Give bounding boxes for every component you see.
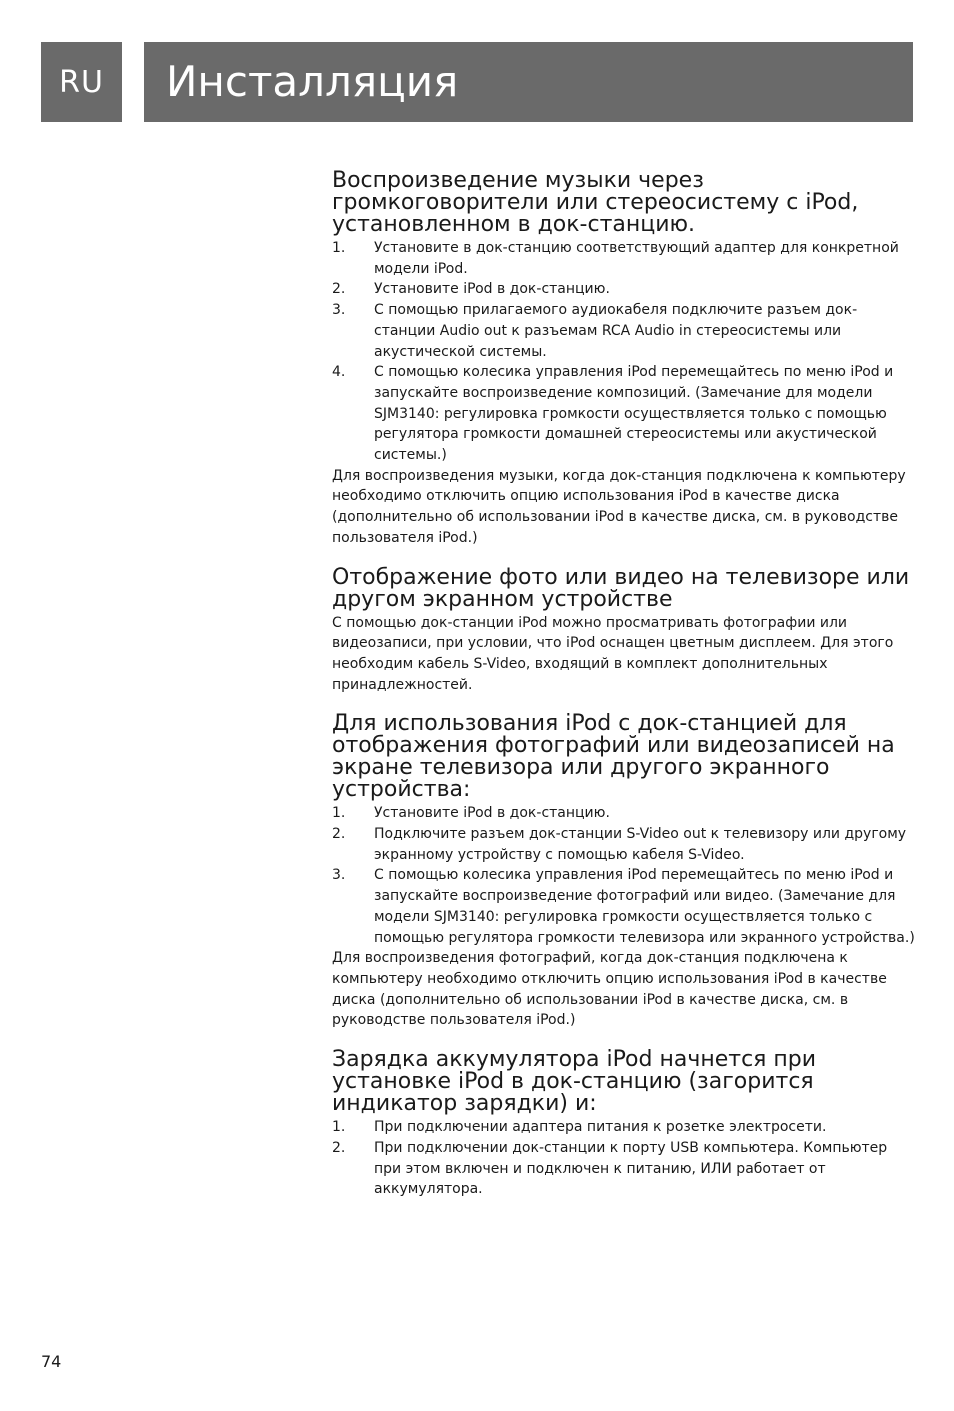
list-item — [332, 803, 916, 824]
item-number: 3. — [332, 867, 346, 884]
section-photo-video — [332, 564, 916, 696]
list-item — [332, 300, 916, 362]
title-bar — [144, 42, 913, 122]
item-text: С помощью колесика управления iPod перемещайтесь по меню iPod и запускайте воспроизведение композиций. (Замечание для модели SJM3140: регулировка громкости осуществляется только с помощью регулятора громкости домашней стереосистемы или акустической системы.) — [374, 364, 894, 464]
item-text: Подключите разъем док-станции S-Video out к телевизору или другому экранному устройству с помощью кабеля S-Video. — [374, 826, 907, 863]
item-text: При подключении адаптера питания к розетке электросети. — [374, 1119, 827, 1136]
section-note: Для воспроизведения фотографий, когда док-станция подключена к компьютеру необходимо отключить опцию использования iPod в качестве диска (дополнительно об использовании iPod в качестве диска, см. в руководстве пользователя iPod.) — [332, 950, 887, 1029]
item-number: 3. — [332, 302, 346, 319]
language-badge: RU — [41, 42, 122, 122]
list-item — [332, 865, 916, 948]
page-title: Инсталляция — [166, 57, 459, 106]
main-content — [332, 170, 916, 1218]
page-number: 74 — [41, 1352, 62, 1371]
item-text: С помощью прилагаемого аудиокабеля подключите разъем док-станции Audio out к разъемам RCA Audio in стереосистемы или акустической системы. — [374, 302, 858, 360]
steps-list — [332, 803, 916, 948]
steps-list — [332, 238, 916, 466]
list-item — [332, 238, 916, 279]
item-text: Установите в док-станцию соответствующий адаптер для конкретной модели iPod. — [374, 240, 899, 277]
section-heading: Отображение фото или видео на телевизоре или другом экранном устройстве — [332, 564, 910, 612]
item-number: 2. — [332, 281, 346, 298]
item-number: 1. — [332, 240, 346, 256]
section-heading: Зарядка аккумулятора iPod начнется при установке iPod в док-станцию (загорится индикатор зарядки) и: — [332, 1047, 817, 1117]
list-item — [332, 824, 916, 865]
item-number: 1. — [332, 805, 346, 822]
steps-list — [332, 1117, 916, 1200]
item-number: 1. — [332, 1119, 346, 1136]
item-number: 4. — [332, 364, 346, 381]
item-number: 2. — [332, 826, 346, 843]
section-music-playback — [332, 170, 916, 549]
section-tv-display — [332, 713, 916, 1031]
section-paragraph: С помощью док-станции iPod можно просматривать фотографии или видеозаписи, при условии, что iPod оснащен цветным дисплеем. Для этого необходим кабель S-Video, входящий в комплект дополнительных принадлежностей. — [332, 614, 894, 693]
section-note: Для воспроизведения музыки, когда док-станция подключена к компьютеру необходимо отключить опцию использования iPod в качестве диска (дополнительно об использовании iPod в качестве диска, см. в руководстве пользователя iPod.) — [332, 467, 906, 546]
item-text: Установите iPod в док-станцию. — [374, 805, 610, 822]
list-item — [332, 279, 916, 300]
list-item — [332, 1117, 916, 1138]
item-number: 2. — [332, 1139, 346, 1156]
item-text: С помощью колесика управления iPod перемещайтесь по меню iPod и запускайте воспроизведение фотографий или видео. (Замечание для модели SJM3140: регулировка громкости осуществляется только с помощью регулятора громкости телевизора или экранного устройства.) — [374, 867, 915, 946]
section-heading: Воспроизведение музыки через громкоговорители или стереосистему с iPod, установленном в док-станцию. — [332, 168, 859, 237]
section-heading: Для использования iPod с док-станцией для отображения фотографий или видеозаписей на экране телевизора или другого экранного устройства: — [332, 711, 895, 803]
item-text: При подключении док-станции к порту USB компьютера. Компьютер при этом включен и подключен к питанию, ИЛИ работает от аккумулятора. — [374, 1139, 888, 1198]
list-item — [332, 1138, 916, 1200]
item-text: Установите iPod в док-станцию. — [374, 281, 610, 298]
list-item — [332, 362, 916, 466]
section-charging — [332, 1049, 916, 1200]
